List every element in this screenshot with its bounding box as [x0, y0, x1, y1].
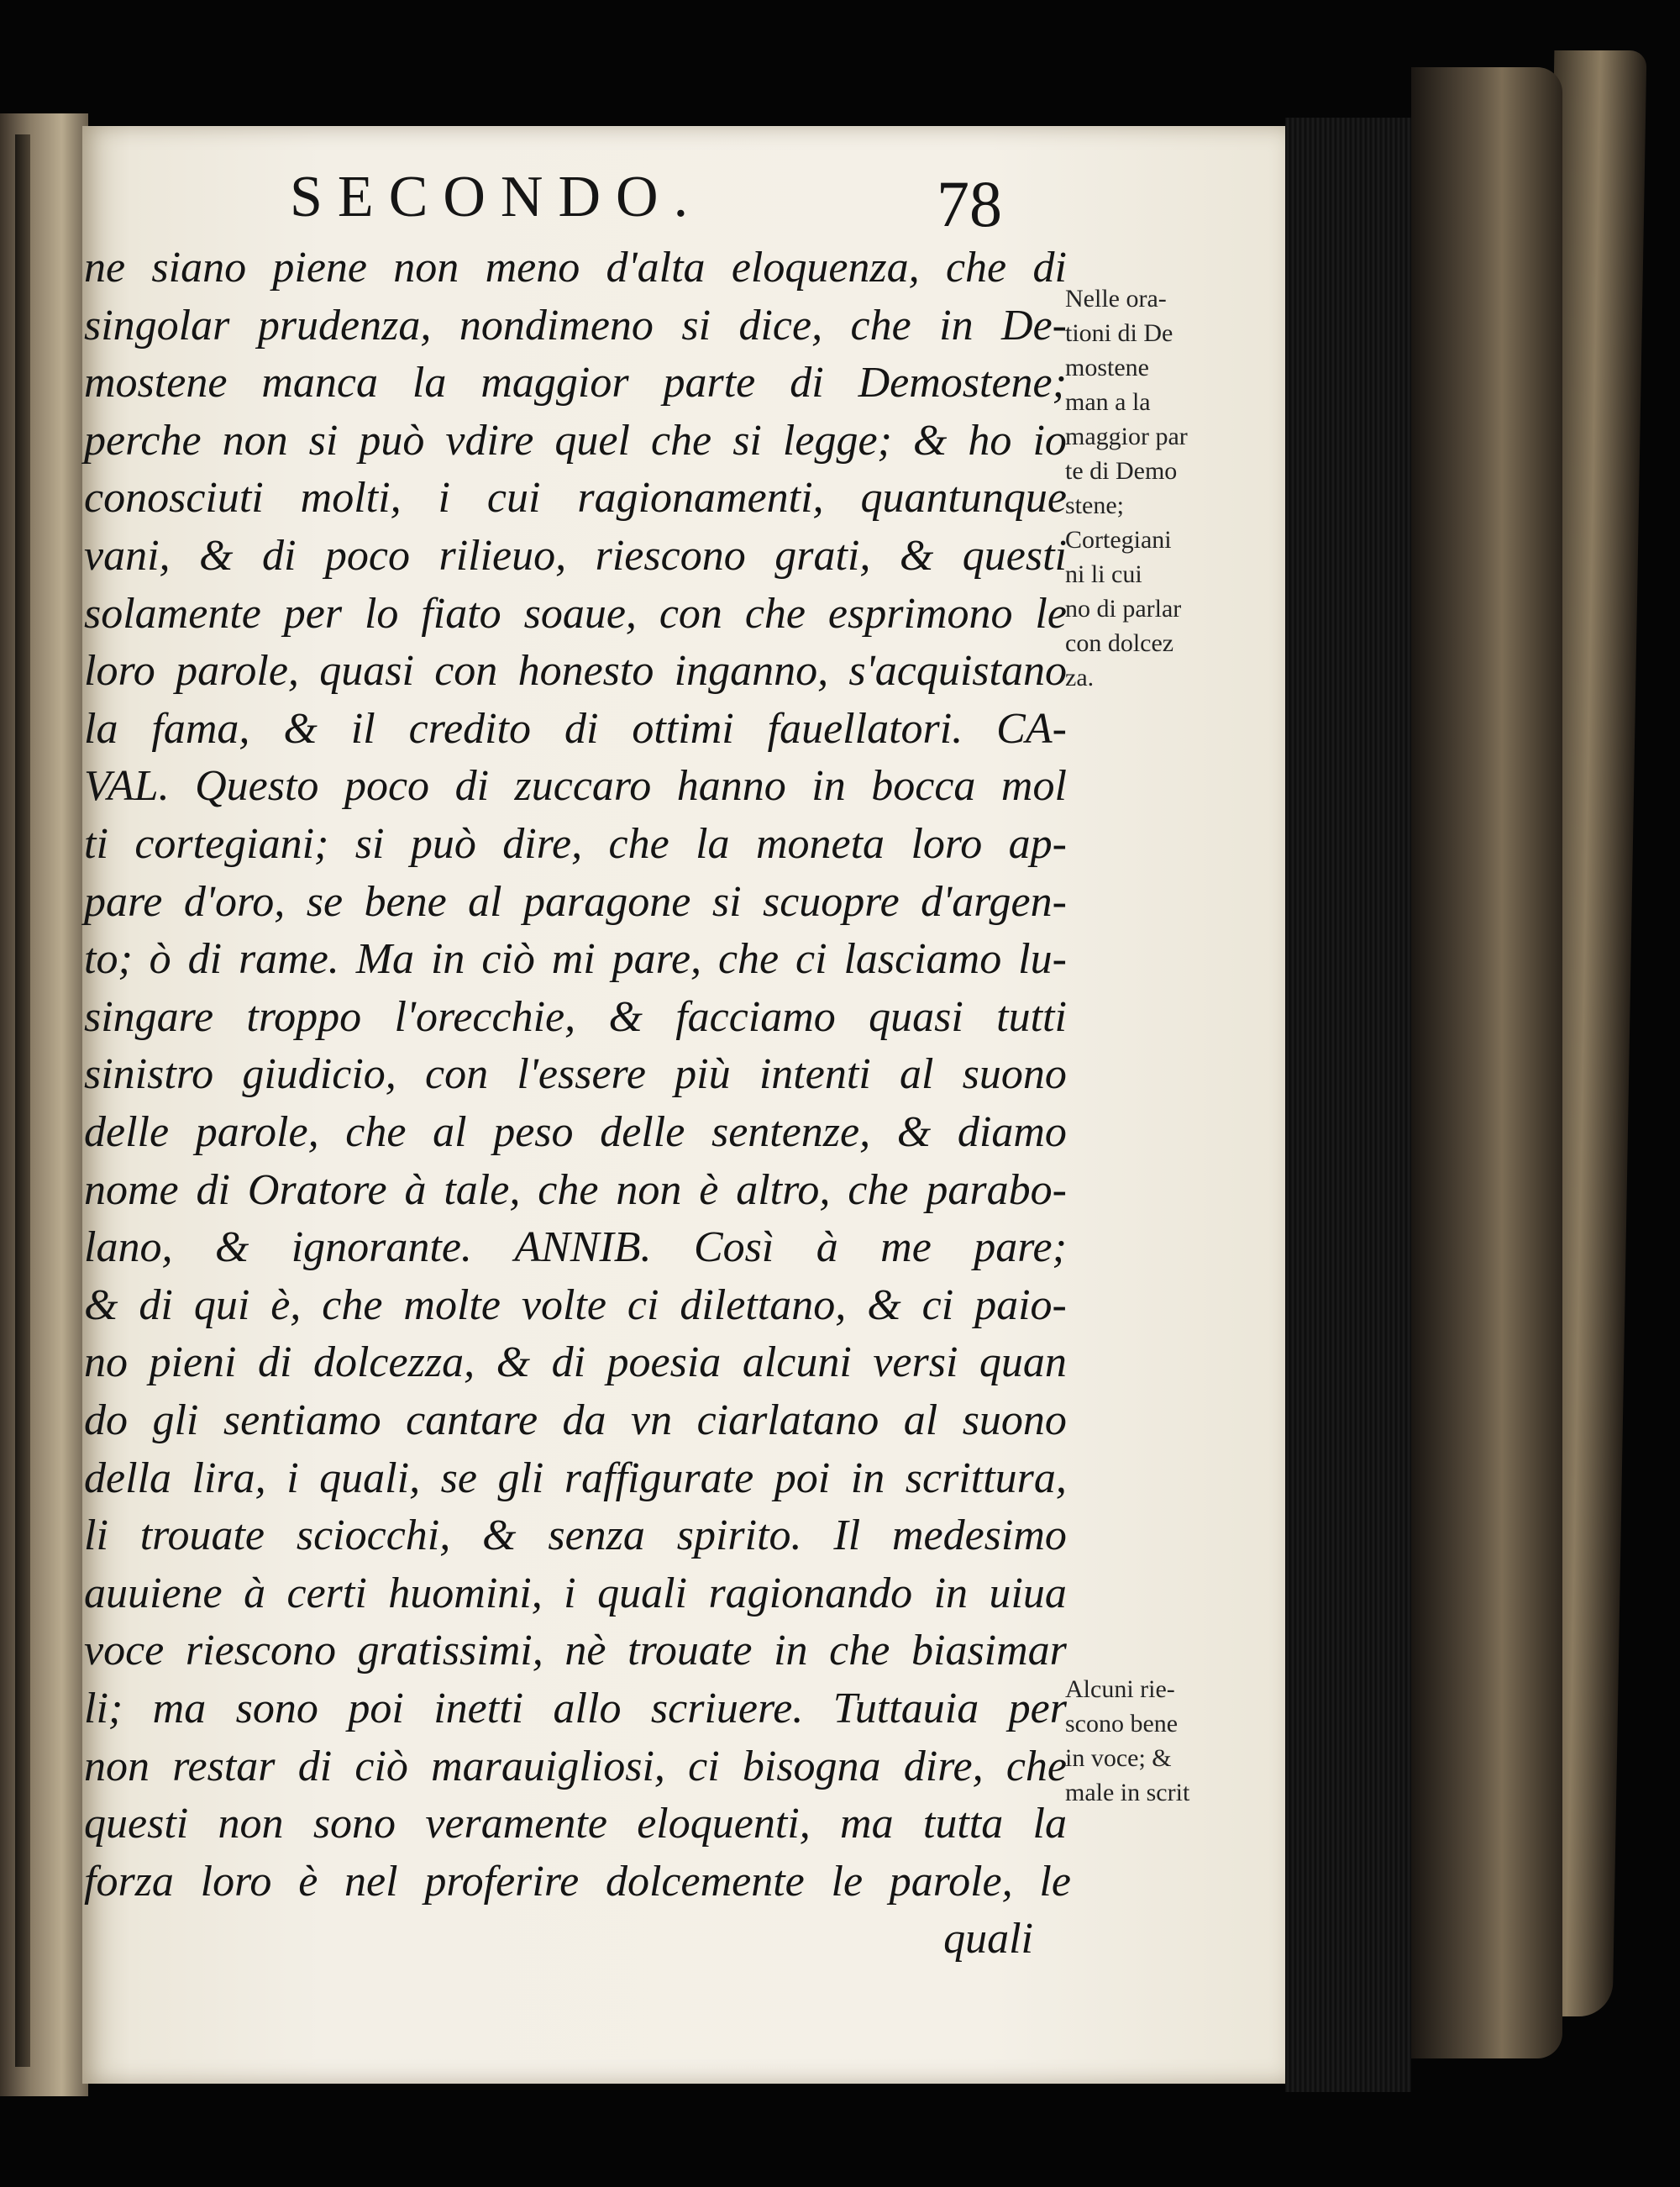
text-line: questi non sono veramente eloquenti, ma tutta la	[84, 1800, 1067, 1848]
text-line: VAL. Questo poco di zuccaro hanno in bocca mol	[84, 762, 1067, 811]
text-line: delle parole, che al peso delle sentenze, & diamo	[84, 1108, 1067, 1156]
text-line: ne siano piene non meno d'alta eloquenza, che di	[84, 244, 1067, 292]
margin-note-line: scono bene	[1065, 1710, 1179, 1738]
margin-note-line: te di Demo	[1065, 457, 1178, 485]
text-line: la fama, & il credito di ottimi fauellatori. CA-	[84, 704, 1067, 753]
text-line: mostene manca la maggior parte di Demostene;	[84, 359, 1067, 407]
text-line: auuiene à certi huomini, i quali ragionando in uiua	[84, 1569, 1067, 1617]
page-number: 78	[937, 167, 1002, 240]
text-line: forza loro è nel proferire dolcemente le parole, le	[84, 1857, 1071, 1906]
text-line: sinistro giudicio, con l'essere più intenti al suono	[84, 1050, 1067, 1099]
left-page-edge	[15, 134, 30, 2067]
text-line: do gli sentiamo cantare da vn ciarlatano al suono	[84, 1396, 1067, 1444]
text-line: solamente per lo fiato soaue, con che esprimono le	[84, 589, 1067, 638]
text-line: li; ma sono poi inetti allo scriuere. Tuttauia per	[84, 1685, 1067, 1732]
text-line: ti cortegiani; si può dire, che la moneta loro ap-	[84, 820, 1067, 868]
text-line: della lira, i quali, se gli raffigurate poi in scrittura,	[84, 1454, 1067, 1502]
margin-note-line: za.	[1065, 664, 1095, 691]
text-line: singare troppo l'orecchie, & facciamo quasi tutti	[84, 992, 1067, 1041]
text-line: loro parole, quasi con honesto inganno, s'acquistano	[84, 647, 1067, 696]
text-line: to; ò di rame. Ma in ciò mi pare, che ci lasciamo lu-	[84, 935, 1067, 984]
text-line: singolar prudenza, nondimeno si dice, che in De-	[84, 301, 1067, 350]
page-fore-edge	[1285, 118, 1411, 2092]
margin-note-line: Cortegiani	[1065, 526, 1172, 554]
text-line: li trouate sciocchi, & senza spirito. Il medesimo	[84, 1511, 1067, 1560]
margin-note-line: in voce; &	[1065, 1744, 1172, 1772]
margin-note-line: ni li cui	[1065, 560, 1142, 588]
margin-note-line: con dolcez	[1065, 629, 1174, 657]
margin-note-line: mostene	[1065, 354, 1149, 381]
margin-note-line: male in scrit	[1065, 1779, 1190, 1806]
margin-note-line: Alcuni rie-	[1065, 1675, 1175, 1703]
text-line: nome di Oratore à tale, che non è altro, che parabo-	[84, 1165, 1067, 1214]
text-line: perche non si può vdire quel che si legge; & ho io	[84, 416, 1067, 465]
text-line: pare d'oro, se bene al paragone si scuopre d'argen-	[84, 877, 1067, 926]
margin-note	[1065, 1672, 1267, 1810]
text-line: non restar di ciò marauigliosi, ci bisogna dire, che	[84, 1742, 1067, 1790]
margin-note-line: tioni di De	[1065, 319, 1173, 347]
margin-note-line: maggior par	[1065, 423, 1188, 450]
book-binding	[1411, 67, 1562, 2058]
margin-note-line: Nelle ora-	[1065, 285, 1167, 313]
text-line: & di qui è, che molte volte ci dilettano, & ci paio-	[84, 1280, 1067, 1329]
margin-note-line: man a la	[1065, 388, 1151, 416]
margin-note-line: stene;	[1065, 492, 1124, 519]
text-line: lano, & ignorante. ANNIB. Così à me pare;	[84, 1223, 1067, 1272]
text-line: conosciuti molti, i cui ragionamenti, quantunque	[84, 474, 1067, 523]
text-line: voce riescono gratissimi, nè trouate in che biasimar	[84, 1627, 1067, 1675]
left-page-gutter	[0, 113, 88, 2096]
margin-note	[1065, 281, 1267, 695]
margin-note-line: no di parlar	[1065, 595, 1182, 623]
running-head: SECONDO.	[290, 165, 704, 229]
text-line: quali	[943, 1915, 1033, 1964]
text-line: no pieni di dolcezza, & di poesia alcuni versi quan	[84, 1338, 1067, 1387]
text-line: vani, & di poco rilieuo, riescono grati, & questi	[84, 532, 1067, 580]
